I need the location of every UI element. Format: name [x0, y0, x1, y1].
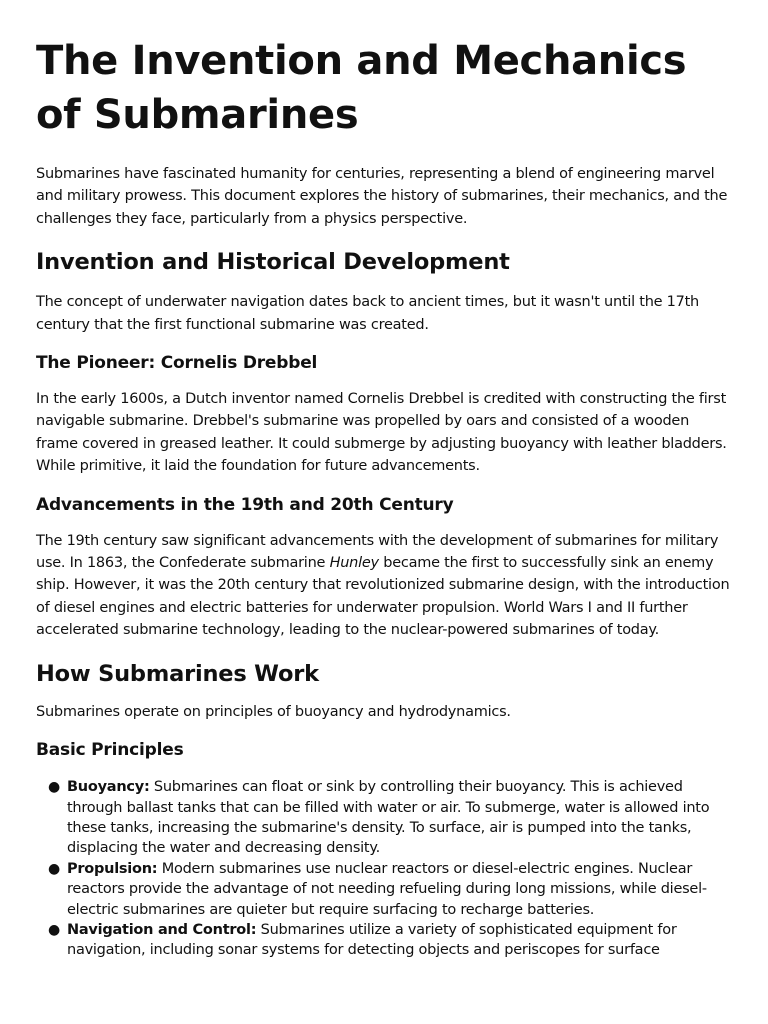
bullet-icon: ● — [48, 860, 60, 877]
list-item-term: Navigation and Control: — [67, 921, 257, 938]
list-item-text: Submarines can float or sink by controlling their buoyancy. This is achieved through ballast tanks that can be filled with water or air. To submerge, water is allowed into these tanks, increasing the submarine's density. To surface, air is pumped into the tanks, displacing the water and decreasing density. — [67, 779, 710, 857]
invention-intro-paragraph: The concept of underwater navigation dates back to ancient times, but it wasn't until the 17th century that the first functional submarine was created. — [36, 294, 699, 333]
how-intro-paragraph: Submarines operate on principles of buoyancy and hydrodynamics. — [36, 703, 511, 720]
subheading-basic-principles: Basic Principles — [36, 740, 184, 761]
section-heading-how-submarines-work: How Submarines Work — [36, 660, 319, 687]
advancements-text-after: became the first to successfully sink an enemy ship. However, it was the 20th century that revolutionized submarine design, with the introduction of diesel engines and electric batteries for underwater propulsion. World Wars I and II further accelerated submarine technology, leading to the nuclear-powered submarines of today. — [36, 555, 730, 639]
section-heading-invention: Invention and Historical Development — [36, 249, 510, 276]
advancements-text-before: The 19th century saw significant advancements with the development of submarines for military use. In 1863, the Confederate submarine — [36, 532, 719, 572]
page-title: The Invention and Mechanics of Submarines — [36, 38, 687, 138]
subheading-pioneer: The Pioneer: Cornelis Drebbel — [36, 353, 318, 374]
list-item-term: Propulsion: — [67, 860, 158, 877]
list-item-navigation — [48, 920, 732, 961]
list-item-text: Submarines utilize a variety of sophisticated equipment for navigation, including sonar systems for detecting objects and periscopes for surface — [67, 921, 677, 959]
hunley-italic: Hunley — [329, 555, 379, 572]
list-item-term: Buoyancy: — [67, 779, 150, 796]
list-item-buoyancy — [48, 777, 732, 859]
intro-paragraph: Submarines have fascinated humanity for centuries, representing a blend of engineering marvel and military prowess. This document explores the history of submarines, their mechanics, and the challenges they face, particularly from a physics perspective. — [36, 166, 728, 227]
list-item-propulsion — [48, 859, 732, 920]
bullet-icon: ● — [48, 779, 60, 796]
advancements-paragraph — [36, 530, 732, 642]
pioneer-paragraph: In the early 1600s, a Dutch inventor named Cornelis Drebbel is credited with constructing the first navigable submarine. Drebbel's submarine was propelled by oars and consisted of a wooden frame covered in greased leather. It could submerge by adjusting buoyancy with leather bladders. While primitive, it laid the foundation for future advancements. — [36, 391, 727, 475]
bullet-icon: ● — [48, 921, 60, 938]
list-item-text: Modern submarines use nuclear reactors or diesel-electric engines. Nuclear reactors provide the advantage of not needing refueling during long missions, while diesel-electric submarines are quieter but require surfacing to recharge batteries. — [67, 860, 707, 918]
principles-list — [36, 777, 732, 961]
subheading-advancements: Advancements in the 19th and 20th Century — [36, 494, 454, 515]
